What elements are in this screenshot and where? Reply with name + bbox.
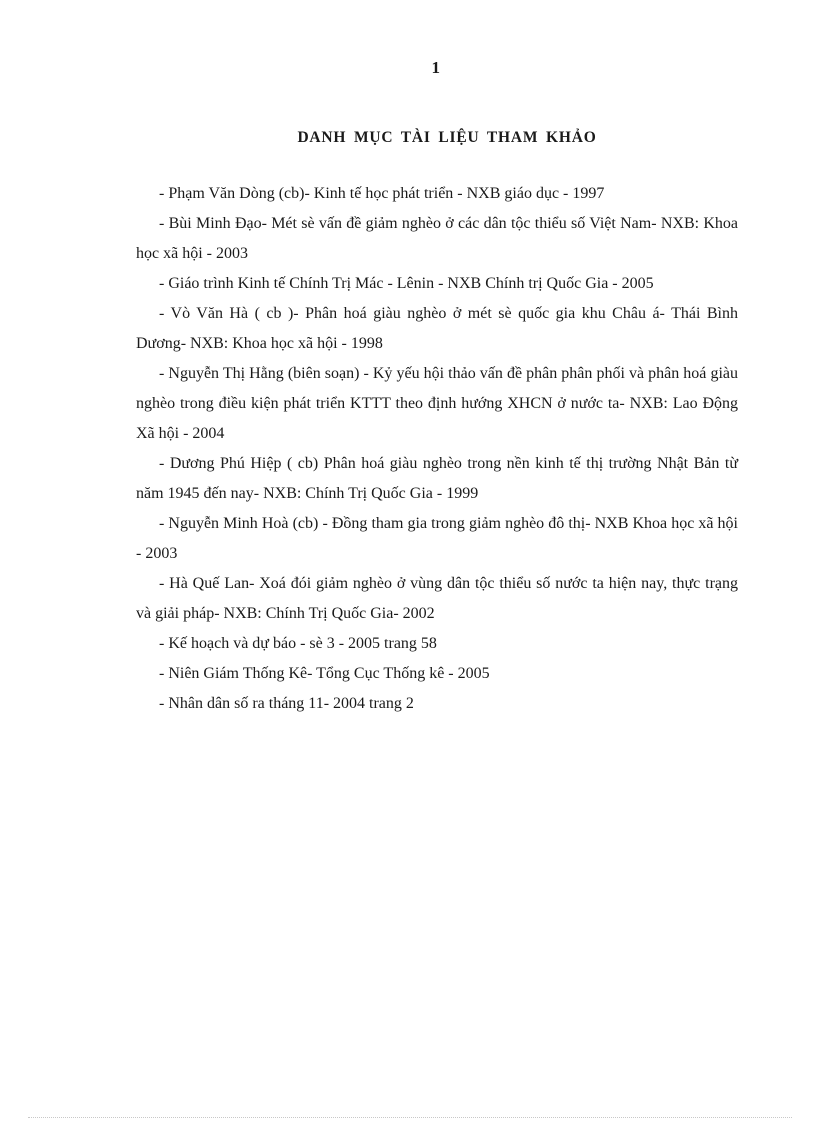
reference-item: - Bùi Minh Đạo- Mét sè vấn đề giảm nghèo ở các dân tộc thiểu số Việt Nam- NXB: Khoa học xã hội - 2003 (136, 215, 738, 262)
reference-item: - Hà Quế Lan- Xoá đói giảm nghèo ở vùng dân tộc thiểu số nước ta hiện nay, thực trạng và giải pháp- NXB: Chính Trị Quốc Gia- 2002 (136, 575, 738, 622)
page-title: DANH MỤC TÀI LIỆU THAM KHẢO (297, 129, 597, 146)
reference-item: - Dương Phú Hiệp ( cb) Phân hoá giàu nghèo trong nền kinh tế thị trường Nhật Bản từ năm 1945 đến nay- NXB: Chính Trị Quốc Gia - 1999 (136, 455, 738, 502)
reference-item: - Kế hoạch và dự báo - sè 3 - 2005 trang 58 (159, 635, 437, 652)
page-bottom-border (28, 1117, 792, 1118)
page-number: 1 (431, 58, 441, 77)
reference-list (136, 179, 738, 719)
reference-item: - Giáo trình Kinh tế Chính Trị Mác - Lênin - NXB Chính trị Quốc Gia - 2005 (159, 275, 654, 292)
reference-item: - Nguyễn Minh Hoà (cb) - Đồng tham gia trong giảm nghèo đô thị- NXB Khoa học xã hội - 2003 (136, 515, 738, 562)
reference-item: - Vò Văn Hà ( cb )- Phân hoá giàu nghèo ở mét sè quốc gia khu Châu á- Thái Bình Dương- NXB: Khoa học xã hội - 1998 (136, 305, 738, 352)
reference-item: - Nguyễn Thị Hằng (biên soạn) - Kỷ yếu hội thảo vấn đề phân phân phối và phân hoá giàu nghèo trong điều kiện phát triển KTTT theo định hướng XHCN ở nước ta- NXB: Lao Động Xã hội - 2004 (136, 365, 738, 442)
reference-item: - Nhân dân số ra tháng 11- 2004 trang 2 (159, 695, 414, 712)
reference-item: - Phạm Văn Dòng (cb)- Kinh tế học phát triển - NXB giáo dục - 1997 (159, 185, 605, 202)
reference-item: - Niên Giám Thống Kê- Tổng Cục Thống kê - 2005 (159, 665, 490, 682)
